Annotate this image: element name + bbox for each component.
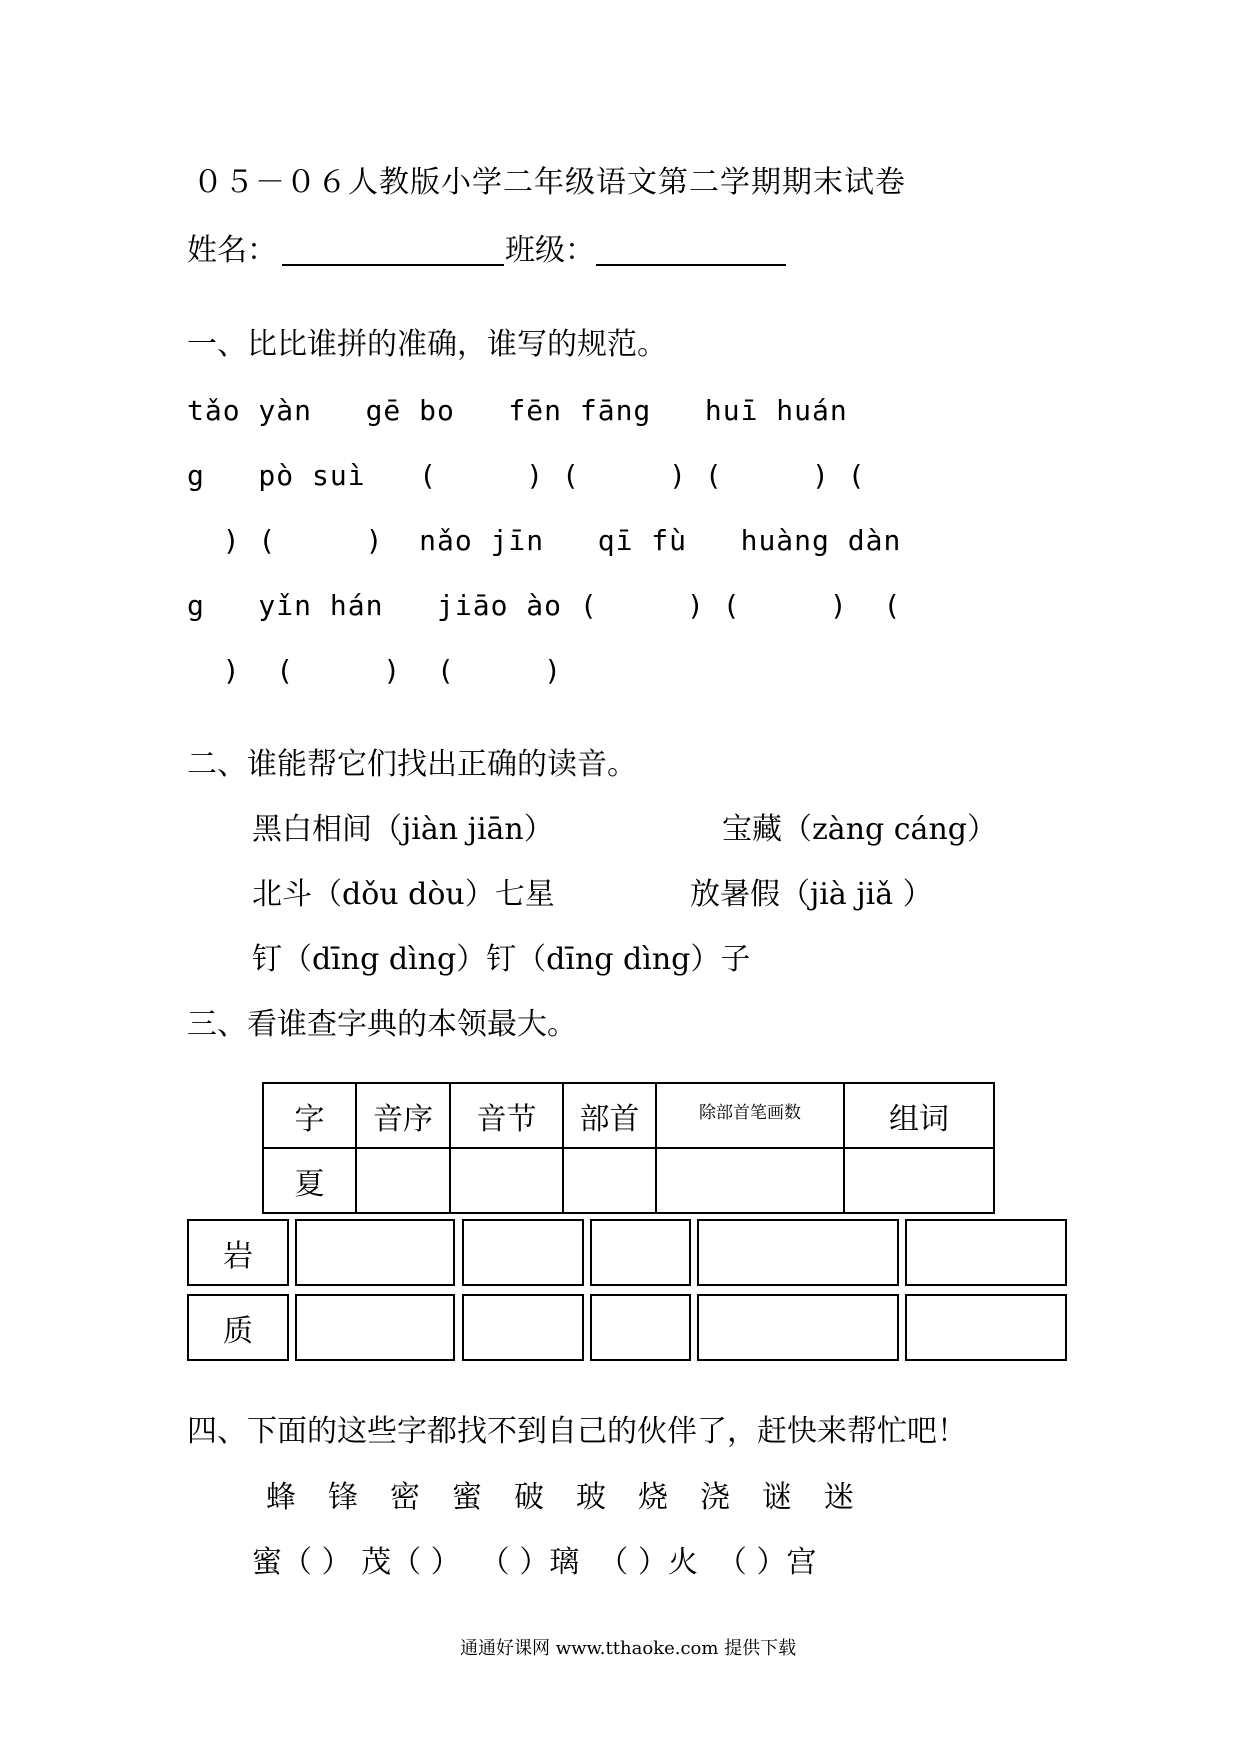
table-cell[interactable] [562,1147,657,1214]
pinyin-line-4: g yǐn hán jiāo ào ( ) ( ) ( [187,589,902,622]
table-header-radical: 部首 [562,1082,657,1149]
section3-heading: 三、看谁查字典的本领最大。 [187,1007,577,1042]
class-label: 班级： [505,233,595,268]
table-header-char: 字 [262,1082,357,1149]
footer-text: 通通好课网 www.tthaoke.com 提供下载 [460,1638,797,1659]
table-cell[interactable] [590,1219,691,1286]
char-item: 密 [390,1480,420,1515]
section2-heading: 二、谁能帮它们找出正确的读音。 [187,747,637,782]
table-row-char: 岩 [187,1219,289,1286]
name-blank[interactable] [282,264,504,266]
reading-item-2b: 放暑假（jià jiǎ ） [690,877,933,912]
page-title: ０５－０６人教版小学二年级语文第二学期期末试卷 [193,165,906,200]
name-label: 姓名： [187,233,277,268]
table-cell[interactable] [590,1294,691,1361]
table-cell[interactable] [655,1147,845,1214]
char-item: 破 [514,1480,544,1515]
reading-item-3: 钉（dīng dìng）钉（dīng dìng）子 [252,942,751,977]
fill-in-line: 蜜（ ） 茂（ ） （ ）璃 （ ）火 （ ）宫 [252,1545,817,1580]
table-cell[interactable] [697,1219,899,1286]
table-cell[interactable] [843,1147,995,1214]
table-cell[interactable] [697,1294,899,1361]
char-item: 浇 [700,1480,730,1515]
table-cell[interactable] [462,1294,584,1361]
pinyin-line-1: tǎo yàn gē bo fēn fāng huī huán [187,394,848,427]
char-item: 玻 [576,1480,606,1515]
table-cell[interactable] [905,1219,1067,1286]
table-header-words: 组词 [843,1082,995,1149]
pinyin-line-5: ) ( ) ( ) [187,654,563,687]
table-header-order: 音序 [355,1082,451,1149]
table-cell[interactable] [355,1147,451,1214]
pinyin-line-2: g pò suì ( ) ( ) ( ) ( [187,459,866,492]
table-row-char: 质 [187,1294,289,1361]
table-row-char: 夏 [262,1147,357,1214]
class-blank[interactable] [596,264,786,266]
reading-item-2a: 北斗（dǒu dòu）七星 [252,877,555,912]
char-item: 蜜 [452,1480,482,1515]
pinyin-line-3: ) ( ) nǎo jīn qī fù huàng dàn [187,524,902,557]
table-cell[interactable] [295,1219,455,1286]
table-header-syllable: 音节 [449,1082,564,1149]
char-item: 烧 [638,1480,668,1515]
reading-item-1b: 宝藏（zàng cáng） [722,812,997,847]
section1-heading: 一、比比谁拼的准确，谁写的规范。 [187,327,667,362]
reading-item-1a: 黑白相间（jiàn jiān） [252,812,554,847]
table-cell[interactable] [449,1147,564,1214]
char-item: 谜 [762,1480,792,1515]
table-cell[interactable] [295,1294,455,1361]
char-item: 蜂 [266,1480,296,1515]
table-cell[interactable] [905,1294,1067,1361]
char-item: 锋 [328,1480,358,1515]
table-cell[interactable] [462,1219,584,1286]
table-header-strokes: 除部首笔画数 [655,1082,845,1149]
char-list [266,1480,886,1515]
char-item: 迷 [824,1480,854,1515]
section4-heading: 四、下面的这些字都找不到自己的伙伴了，赶快来帮忙吧！ [187,1414,967,1449]
